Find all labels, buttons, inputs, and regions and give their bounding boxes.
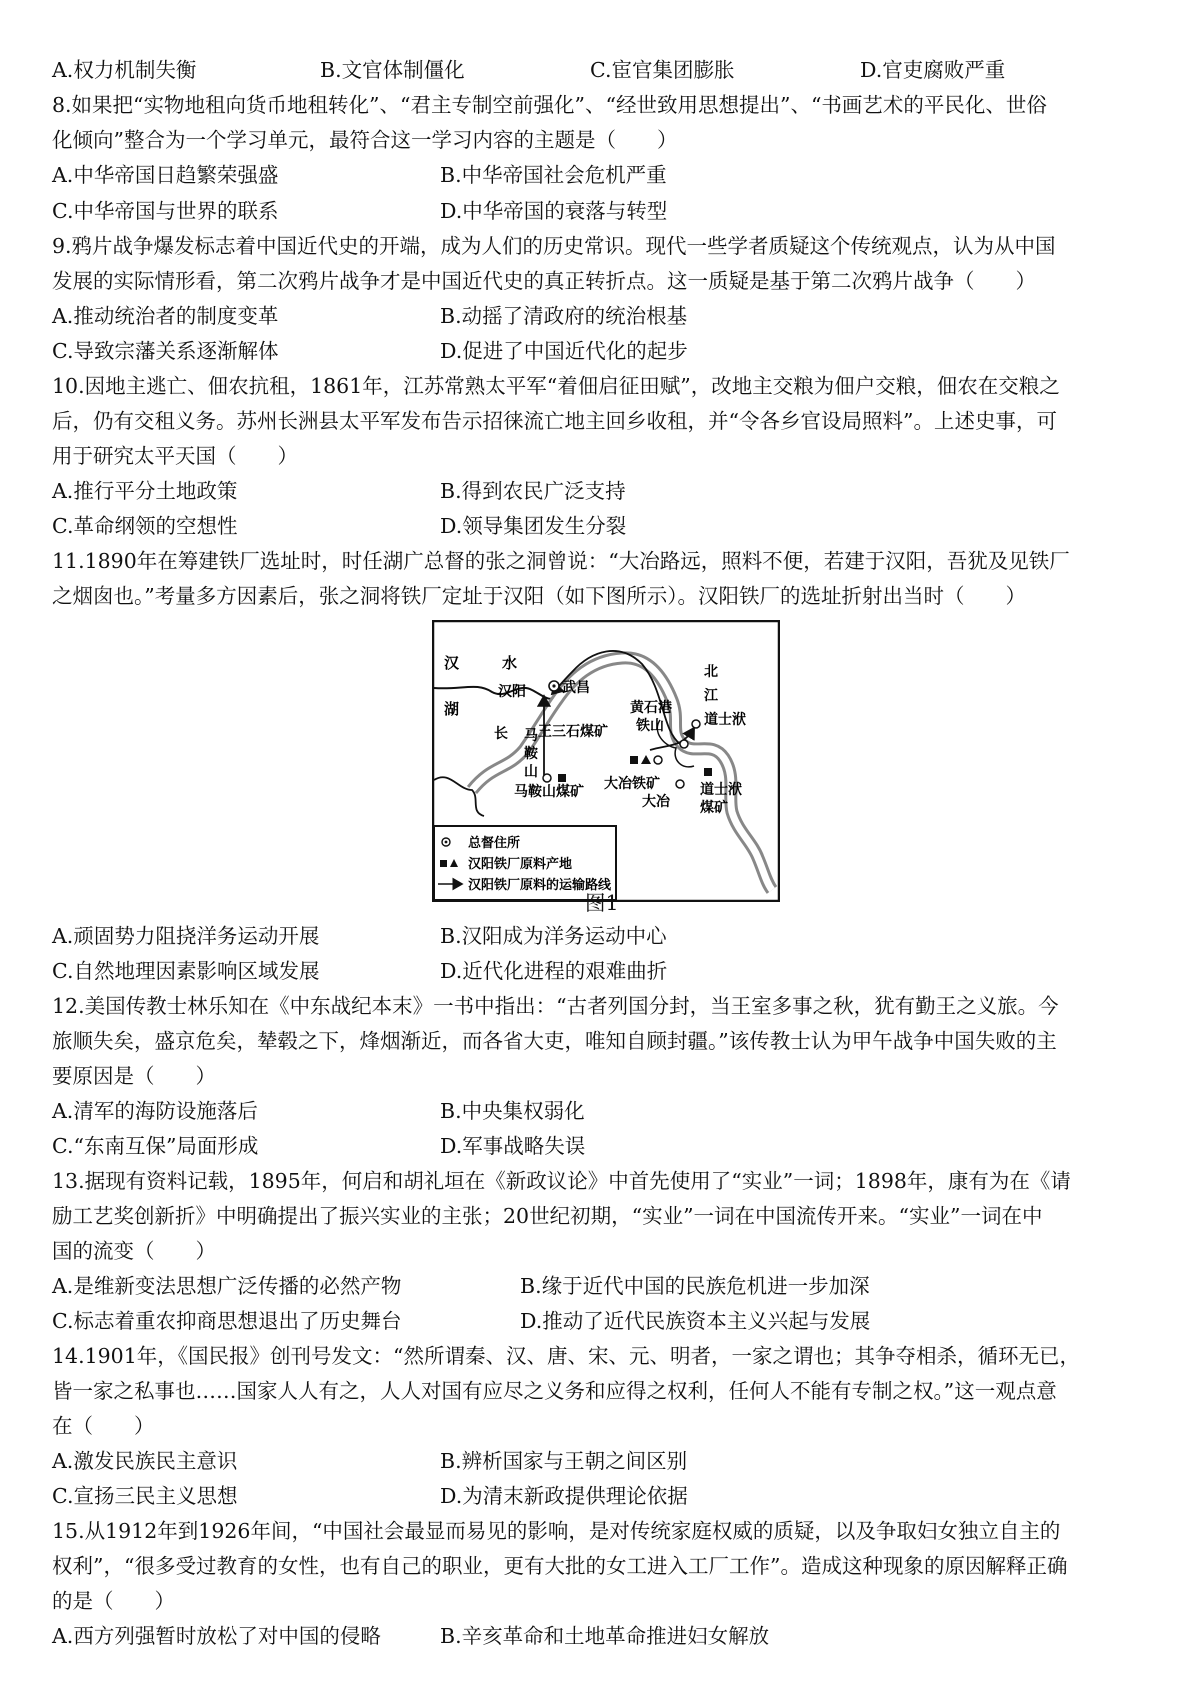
q11-option-a[interactable]: A.顽固势力阻挠洋务运动开展 bbox=[52, 924, 320, 948]
q11-stem-line-2: 之烟囱也。”考量多方因素后，张之洞将铁厂定址于汉阳（如下图所示）。汉阳铁厂的选址折射出当时（ ） bbox=[52, 584, 1026, 608]
q8-stem-line-2: 化倾向”整合为一个学习单元，最符合这一学习内容的主题是（ ） bbox=[52, 128, 678, 152]
q10-option-c[interactable]: C.革命纲领的空想性 bbox=[52, 514, 238, 538]
hanyang-ironworks-map bbox=[432, 620, 780, 902]
q10-stem-line-3: 用于研究太平天国（ ） bbox=[52, 444, 298, 468]
q9-option-b[interactable]: B.动摇了清政府的统治根基 bbox=[440, 304, 688, 328]
q12-stem-line-1: 12.美国传教士林乐知在《中东战纪本末》一书中指出：“古者列国分封，当王室多事之秋，犹有勤王之义旅。今 bbox=[52, 994, 1059, 1018]
q12-stem-line-2: 旅顺失矣，盛京危矣，辇毂之下，烽烟渐近，而各省大吏，唯知自顾封疆。”该传教士认为甲午战争中国失败的主 bbox=[52, 1029, 1057, 1053]
daoshiqi-coal-mine-icon bbox=[704, 768, 712, 776]
q14-stem-line-3: 在（ ） bbox=[52, 1414, 155, 1438]
q14-stem-line-1: 14.1901年，《国民报》创刊号发文：“然所谓秦、汉、唐、宋、元、明者，一家之谓也；其争夺相杀，循环无已， bbox=[52, 1344, 1081, 1368]
q7-option-d[interactable]: D.官吏腐败严重 bbox=[860, 58, 1006, 82]
q11-option-c[interactable]: C.自然地理因素影响区域发展 bbox=[52, 959, 320, 983]
wangsanshi-coal-mine-icon bbox=[630, 756, 638, 764]
q11-option-d[interactable]: D.近代化进程的艰难曲折 bbox=[440, 959, 668, 983]
q8-option-d[interactable]: D.中华帝国的衰落与转型 bbox=[440, 199, 668, 223]
map-label-daye-iron: 大冶铁矿 bbox=[604, 776, 660, 792]
legend-label-source: 汉阳铁厂原料产地 bbox=[468, 857, 573, 872]
map-label-shui: 水 bbox=[502, 654, 518, 672]
map-label-hanyang: 汉阳 bbox=[498, 684, 526, 700]
q9-option-c[interactable]: C.导致宗藩关系逐渐解体 bbox=[52, 339, 279, 363]
map-label-maanshan-mine: 马鞍山煤矿 bbox=[514, 784, 584, 800]
q9-option-d[interactable]: D.促进了中国近代化的起步 bbox=[440, 339, 688, 363]
q14-stem-line-2: 皆一家之私事也……国家人人有之，人人对国有应尽之义务和应得之权利，任何人不能有专制之权。”这一观点意 bbox=[52, 1379, 1057, 1403]
q14-option-d[interactable]: D.为清末新政提供理论依据 bbox=[440, 1484, 688, 1508]
daye-iron-point-icon bbox=[654, 756, 662, 764]
q9-option-a[interactable]: A.推动统治者的制度变革 bbox=[52, 304, 279, 328]
q12-option-b[interactable]: B.中央集权弱化 bbox=[440, 1099, 585, 1123]
map-label-ma: 马 bbox=[524, 728, 538, 744]
q10-option-d[interactable]: D.领导集团发生分裂 bbox=[440, 514, 627, 538]
map-label-jiang: 江 bbox=[704, 688, 718, 704]
huangshigang-point-icon bbox=[680, 740, 688, 748]
q14-option-a[interactable]: A.激发民族民主意识 bbox=[52, 1449, 238, 1473]
map-label-hu: 湖 bbox=[444, 700, 460, 718]
q13-stem-line-2: 励工艺奖创新折》中明确提出了振兴实业的主张；20世纪初期，“实业”一词在中国流传开来。“实业”一词在中 bbox=[52, 1204, 1043, 1228]
map-label-han: 汉 bbox=[444, 654, 460, 672]
map-label-shan: 山 bbox=[524, 764, 538, 780]
map-label-an: 鞍 bbox=[524, 746, 538, 762]
q10-stem-line-1: 10.因地主逃亡、佃农抗租，1861年，江苏常熟太平军“着佃启征田赋”，改地主交粮为佃户交粮，佃农在交粮之 bbox=[52, 374, 1060, 398]
daoshiqi-point-icon bbox=[692, 720, 700, 728]
q13-stem-line-1: 13.据现有资料记载，1895年，何启和胡礼垣在《新政议论》中首先使用了“实业”一词；1898年，康有为在《请 bbox=[52, 1169, 1071, 1193]
q12-stem-line-3: 要原因是（ ） bbox=[52, 1064, 216, 1088]
q14-option-b[interactable]: B.辨析国家与王朝之间区别 bbox=[440, 1449, 688, 1473]
legend-square-icon bbox=[440, 860, 447, 867]
q8-option-c[interactable]: C.中华帝国与世界的联系 bbox=[52, 199, 279, 223]
map-label-daoshiqi: 道士洑 bbox=[704, 712, 746, 728]
map-label-tieshan: 铁山 bbox=[636, 718, 664, 734]
q10-option-a[interactable]: A.推行平分土地政策 bbox=[52, 479, 238, 503]
q15-stem-line-2: 权利”，“很多受过教育的女性，也有自己的职业，更有大批的女工进入工厂工作”。造成这种现象的原因解释正确 bbox=[52, 1554, 1068, 1578]
q10-option-b[interactable]: B.得到农民广泛支持 bbox=[440, 479, 626, 503]
legend-label-route: 汉阳铁厂原料的运输路线 bbox=[468, 878, 612, 893]
q9-stem-line-2: 发展的实际情形看，第二次鸦片战争才是中国近代史的真正转折点。这一质疑是基于第二次鸦片战争（ ） bbox=[52, 269, 1036, 293]
maanshan-point-icon bbox=[543, 774, 551, 782]
q8-stem-line-1: 8.如果把“实物地租向货币地租转化”、“君主专制空前强化”、“经世致用思想提出”、“书画艺术的平民化、世俗 bbox=[52, 93, 1047, 117]
map-label-daye: 大冶 bbox=[642, 794, 670, 810]
q8-option-b[interactable]: B.中华帝国社会危机严重 bbox=[440, 163, 667, 187]
q12-option-c[interactable]: C.“东南互保”局面形成 bbox=[52, 1134, 259, 1158]
map-label-daoshiqi-mine-2: 煤矿 bbox=[700, 800, 728, 816]
map-label-bei: 北 bbox=[704, 664, 718, 680]
map-label-chang: 长 bbox=[494, 726, 508, 742]
q11-option-b[interactable]: B.汉阳成为洋务运动中心 bbox=[440, 924, 667, 948]
q12-option-a[interactable]: A.清军的海防设施落后 bbox=[52, 1099, 258, 1123]
figure-caption: 图1 bbox=[585, 891, 619, 915]
q13-stem-line-3: 国的流变（ ） bbox=[52, 1239, 216, 1263]
q7-option-b[interactable]: B.文官体制僵化 bbox=[320, 58, 465, 82]
map-label-daoshiqi-mine-1: 道士洑 bbox=[700, 782, 742, 798]
q8-option-a[interactable]: A.中华帝国日趋繁荣强盛 bbox=[52, 163, 279, 187]
maanshan-coal-mine-icon bbox=[558, 774, 566, 782]
q15-stem-line-3: 的是（ ） bbox=[52, 1589, 175, 1613]
map-label-wuchang: 武昌 bbox=[562, 680, 590, 696]
map-label-huangshigang: 黄石港 bbox=[630, 700, 672, 716]
map-label-wangsanshi: 王三石煤矿 bbox=[538, 724, 608, 740]
q15-stem-line-1: 15.从1912年到1926年间，“中国社会最显而易见的影响，是对传统家庭权威的质疑，以及争取妇女独立自主的 bbox=[52, 1519, 1061, 1543]
legend-label-residence: 总督住所 bbox=[468, 836, 521, 851]
q15-option-a[interactable]: A.西方列强暂时放松了对中国的侵略 bbox=[52, 1624, 381, 1648]
q15-option-b[interactable]: B.辛亥革命和土地革命推进妇女解放 bbox=[440, 1624, 770, 1648]
q10-stem-line-2: 后，仍有交租义务。苏州长洲县太平军发布告示招徕流亡地主回乡收租，并“令各乡官设局照料”。上述史事，可 bbox=[52, 409, 1057, 433]
q9-stem-line-1: 9.鸦片战争爆发标志着中国近代史的开端，成为人们的历史常识。现代一些学者质疑这个传统观点，认为从中国 bbox=[52, 234, 1056, 258]
q7-option-a[interactable]: A.权力机制失衡 bbox=[52, 58, 197, 82]
q13-option-b[interactable]: B.缘于近代中国的民族危机进一步加深 bbox=[520, 1274, 870, 1298]
q14-option-c[interactable]: C.宣扬三民主义思想 bbox=[52, 1484, 238, 1508]
q11-stem-line-1: 11.1890年在筹建铁厂选址时，时任湖广总督的张之洞曾说：“大冶路远，照料不便，若建于汉阳，吾犹及见铁厂 bbox=[52, 549, 1070, 573]
q7-option-c[interactable]: C.宦官集团膨胀 bbox=[590, 58, 735, 82]
q13-option-c[interactable]: C.标志着重农抑商思想退出了历史舞台 bbox=[52, 1309, 402, 1333]
daye-point-icon bbox=[676, 780, 684, 788]
q12-option-d[interactable]: D.军事战略失误 bbox=[440, 1134, 586, 1158]
q13-option-a[interactable]: A.是维新变法思想广泛传播的必然产物 bbox=[52, 1274, 402, 1298]
q13-option-d[interactable]: D.推动了近代民族资本主义兴起与发展 bbox=[520, 1309, 871, 1333]
